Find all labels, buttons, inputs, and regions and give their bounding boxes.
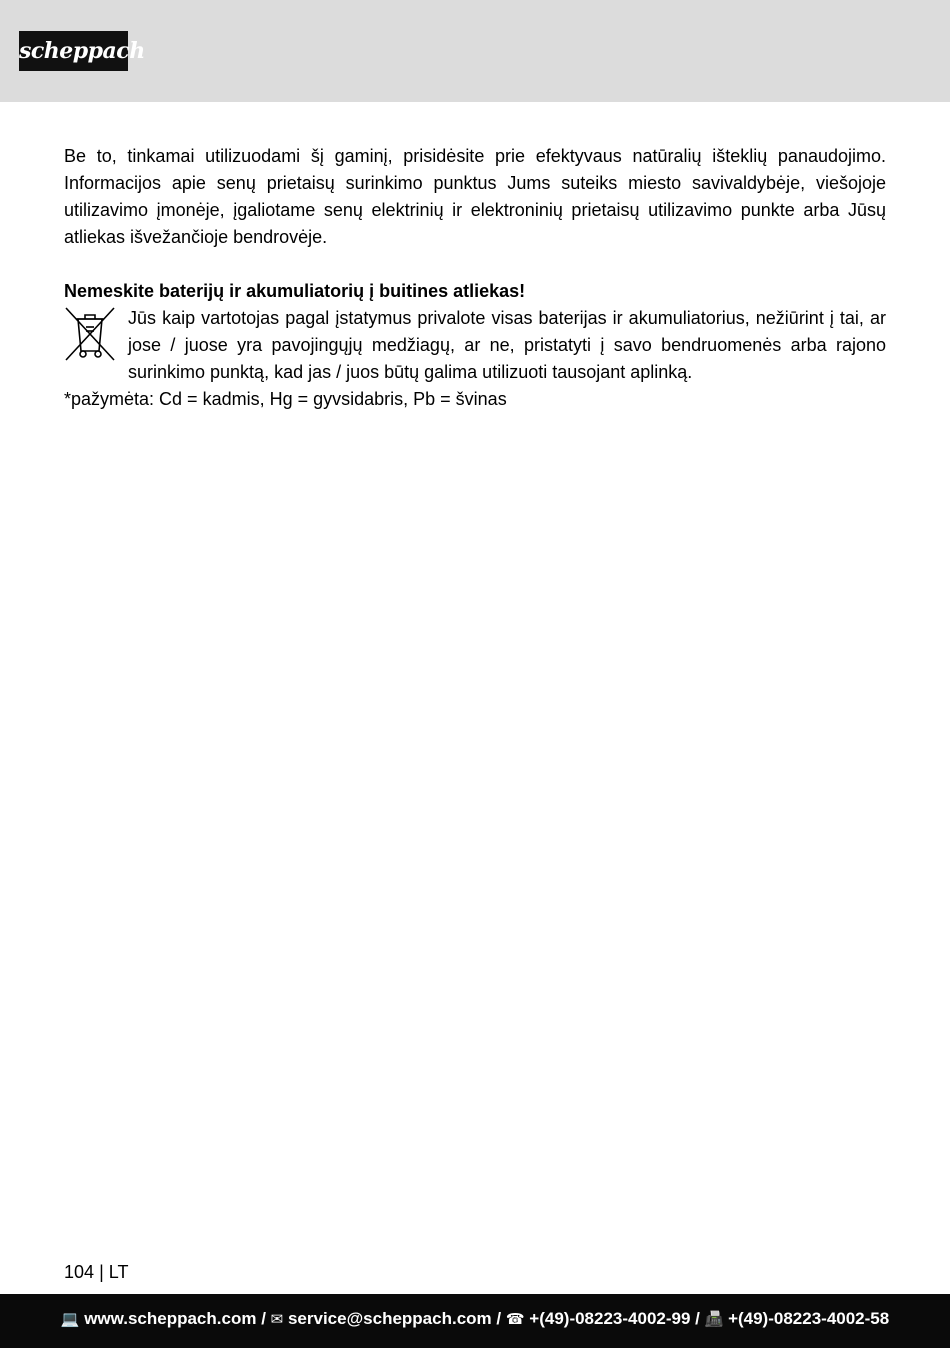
computer-icon: 💻 — [60, 1311, 80, 1328]
battery-paragraph: Jūs kaip vartotojas pagal įstatymus privalote visas baterijas ir akumuliatorius, nežiūrint į tai, ar jose / juose yra pavojingųjų medžiagų, ar ne, pristatyti į savo bendruomenės arba rajono surinkimo punktą, kad jas / juos būtų galima utilizuoti tausojant aplinką. — [128, 308, 886, 382]
document-body — [64, 143, 886, 413]
battery-heading: Nemeskite baterijų ir akumuliatorių į buitines atliekas! — [64, 281, 526, 301]
email-link[interactable]: service@scheppach.com — [287, 1309, 492, 1328]
footer-separator: / — [695, 1309, 700, 1328]
phone-icon: ☎ — [505, 1311, 525, 1328]
page-language: LT — [108, 1262, 129, 1282]
page-number — [64, 1262, 128, 1283]
footer-separator: / — [496, 1309, 502, 1328]
page-header — [0, 0, 950, 102]
contact-footer — [0, 1294, 950, 1348]
crossed-out-wheelie-bin-icon — [64, 305, 116, 363]
page-separator: | — [99, 1262, 104, 1282]
website-link[interactable]: www.scheppach.com — [84, 1309, 257, 1328]
page-number-value: 104 — [64, 1262, 95, 1282]
footer-separator: / — [261, 1309, 266, 1328]
scheppach-logo: scheppach — [19, 31, 128, 71]
disposal-paragraph: Be to, tinkamai utilizuodami šį gaminį, prisidėsite prie efektyvaus natūralių išteklių panaudojimo. Informacijos apie senų prietaisų surinkimo punktus Jums suteiks miesto savivaldybėje, viešojoje utilizavimo įmonėje, įgaliotame senų elektrinių ir elektroninių prietaisų utilizavimo punkte arba Jūsų atliekas išvežančioje bendrovėje. — [64, 146, 886, 247]
phone-number: +(49)-08223-4002-99 — [529, 1309, 691, 1328]
fax-icon: 📠 — [704, 1311, 724, 1328]
fax-number: +(49)-08223-4002-58 — [728, 1309, 890, 1328]
chemical-note: *pažymėta: Cd = kadmis, Hg = gyvsidabris, Pb = švinas — [64, 389, 507, 409]
mail-icon: ✉ — [270, 1311, 284, 1328]
